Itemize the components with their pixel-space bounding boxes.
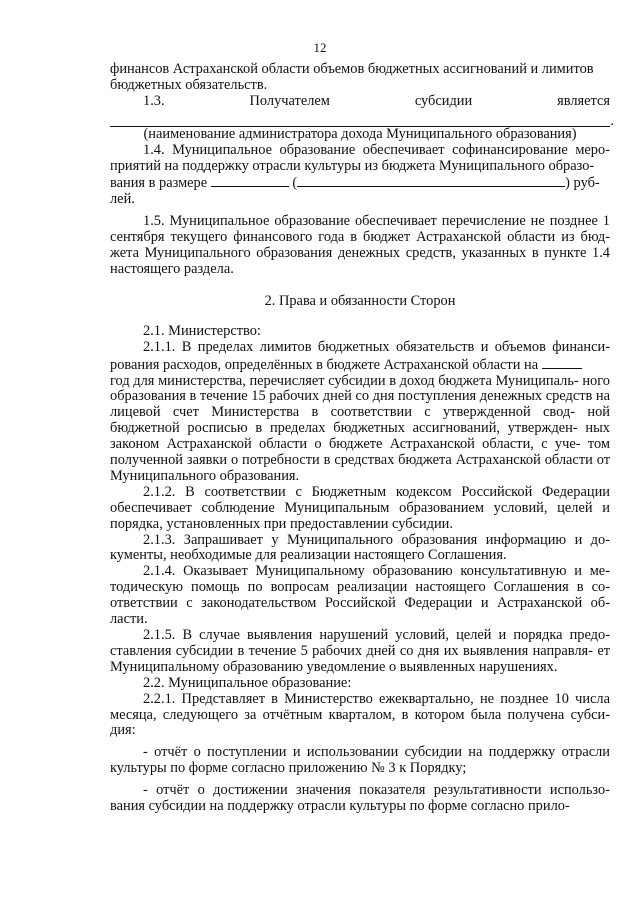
text-line: рования расходов, определённых в бюджете Астраханской области на (110, 356, 539, 373)
clause-1-3 (110, 94, 610, 110)
text-fragment: ( (292, 175, 298, 192)
paragraph-continuation (110, 62, 610, 94)
clause-2-1-4 (110, 564, 610, 628)
text-line: ставления субсидии в течение 5 рабочих дней со дня их выявления направля- (110, 642, 593, 659)
page-number: 12 (313, 40, 327, 55)
clause-2-1-1 (110, 340, 610, 485)
line-end-period: . (610, 112, 614, 129)
section-heading: 2. Права и обязанности Сторон (264, 292, 456, 309)
text-line: порядка, установленных при предоставлении субсидии. (110, 515, 453, 532)
clause-2-2: 2.2. Муниципальное образование: (143, 674, 352, 691)
text-line: - отчёт о поступлении и использовании субсидии на поддержку отрасли (143, 744, 610, 761)
list-item (110, 745, 610, 777)
year-blank (542, 356, 582, 369)
text-line: настоящего раздела. (110, 260, 234, 277)
clause-2-1-2 (110, 485, 610, 533)
text-line: тодическую помощь по вопросам реализации настоящего Соглашения в со- (110, 579, 610, 596)
text-line: приятий на поддержку отрасли культуры из бюджета Муниципального образо- (110, 157, 595, 174)
amount-blank (211, 174, 289, 187)
text-line: вания субсидии на поддержку отрасли культуры по форме согласно прило- (110, 798, 570, 815)
text-fragment: ) руб- (565, 175, 600, 192)
clause-2-1-3 (110, 533, 610, 565)
field-caption: (наименование администратора дохода Муниципального образования) (143, 125, 577, 142)
text-line: 2.1.2. В соответствии с Бюджетным кодексом Российской Федерации (143, 483, 610, 500)
text-line: 2.1.1. В пределах лимитов бюджетных обязательств и объемов финанси- (143, 338, 610, 355)
clause-2-1: 2.1. Министерство: (143, 322, 261, 339)
text-line: 2.1.4. Оказывает Муниципальному образованию консультативную и ме- (143, 563, 610, 580)
clause-1-5 (110, 214, 610, 278)
text-line: области от Муниципального образования. (110, 452, 610, 484)
text-line: год для министерства, перечисляет субсидии в доход бюджета Муниципаль- (110, 372, 579, 389)
clause-number: 1.3. (143, 92, 165, 109)
text-line: жета Муниципального образования денежных средств, указанных в пункте 1.4 (110, 245, 610, 262)
clause-1-4 (110, 143, 610, 209)
text-line: 1.4. Муниципальное образование обеспечивает софинансирование меро- (143, 141, 610, 158)
text-line: 2.1.3. Запрашивает у Муниципального образования информацию и до- (143, 531, 610, 548)
text-word: субсидии (414, 92, 473, 109)
text-line: бюджетных обязательств. (110, 76, 268, 93)
list-item (110, 783, 610, 815)
text-line: ответствии с законодательством Российской Федерации и Астраханской об- (110, 595, 610, 612)
text-line: вания в размере (110, 175, 208, 192)
amount-words-blank (297, 174, 565, 187)
text-line: кументы, необходимые для реализации настоящего Соглашения. (110, 547, 507, 564)
text-line: финансов Астраханской области объемов бюджетных ассигнований и лимитов (110, 61, 594, 77)
fill-in-blank-line (110, 112, 614, 129)
text-line: дия: (110, 722, 136, 739)
text-line: ной бюджетной росписью в пределах бюджетных ассигнований, утвержден- (110, 404, 610, 437)
text-line: ного образования в течение 15 рабочих дней со дня поступления денежных (110, 372, 610, 405)
text-line: 1.5. Муниципальное образование обеспечивает перечисление не позднее 1 (143, 213, 610, 230)
text-line: месяца, следующего за отчётным кварталом, в котором была получена субси- (110, 706, 610, 723)
text-word: Получателем (249, 92, 330, 109)
clause-2-2-1 (110, 692, 610, 740)
text-line: обеспечивает соблюдение Муниципальным образованием условий, целей и (110, 499, 610, 516)
text-line: 2.2.1. Представляет в Министерство ежеквартально, не позднее 10 числа (143, 690, 610, 707)
text-line: лей. (110, 191, 135, 208)
text-line: ет Муниципальному образованию уведомление о выявленных нарушениях. (110, 642, 610, 675)
text-line: 2.1.5. В случае выявления нарушений условий, целей и порядка предо- (143, 627, 610, 643)
text-line: сентября текущего финансового года в бюджет Астраханской области из бюд- (110, 229, 610, 246)
document-body (110, 61, 614, 815)
text-line: ных законом Астраханской области о бюджете Астраханской области, с уче- (110, 420, 610, 453)
clause-2-1-5 (110, 628, 610, 676)
text-line: том полученной заявки о потребности в средствах бюджета Астраханской (110, 436, 610, 469)
text-line: средств на лицевой счет Министерства в соответствии с утвержденной свод- (110, 388, 610, 421)
text-line: ласти. (110, 611, 148, 628)
text-line: культуры по форме согласно приложению № 3 к Порядку; (110, 760, 467, 777)
text-word: является (557, 92, 610, 109)
text-line: - отчёт о достижении значения показателя результативности использо- (143, 782, 610, 799)
